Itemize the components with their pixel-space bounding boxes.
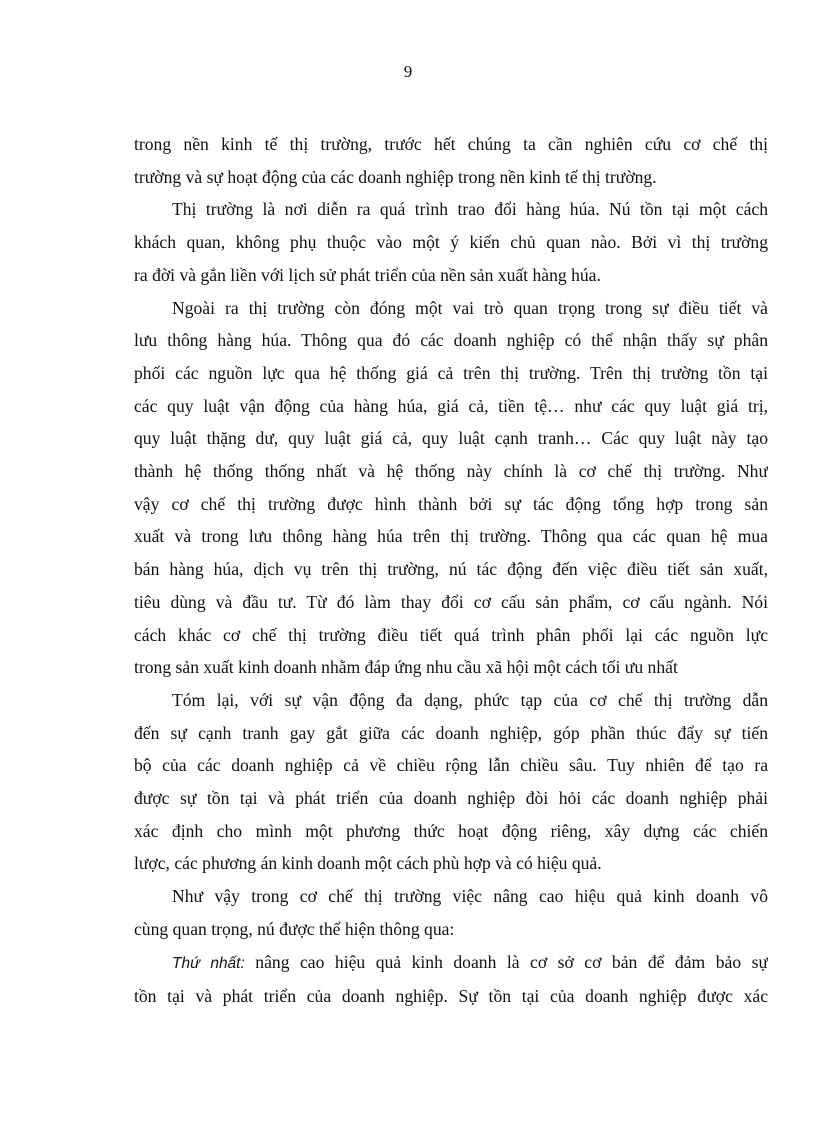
- text-line: vậy cơ chế thị trường được hình thành bởi sự tác động tổng hợp trong sản: [134, 493, 768, 514]
- text-line: [134, 946, 768, 981]
- paragraph-summary: [134, 684, 768, 880]
- text-line: khách quan, không phụ thuộc vào một ý kiến chủ quan nào. Bởi vì thị trường: [134, 232, 768, 253]
- text-line: Thị trường là nơi diễn ra quá trình trao đổi hàng húa. Nú tồn tại một cách: [172, 199, 768, 220]
- text-line: bán hàng húa, dịch vụ trên thị trường, nú tác động đến việc điều tiết sản xuất,: [134, 559, 768, 580]
- text-line: xuất và trong lưu thông hàng húa trên thị trường. Thông qua các quan hệ mua: [134, 526, 768, 547]
- text-line: các quy luật vận động của hàng húa, giá cả, tiền tệ… như các quy luật giá trị,: [134, 395, 768, 416]
- paragraph-market-intro: [134, 128, 768, 193]
- text-line: được sự tồn tại và phát triển của doanh nghiệp đòi hỏi các doanh nghiệp phải: [134, 788, 768, 809]
- text-line: Như vậy trong cơ chế thị trường việc nâng cao hiệu quả kinh doanh vô: [172, 886, 768, 907]
- text-line: Ngoài ra thị trường còn đóng một vai trò quan trọng trong sự điều tiết và: [172, 297, 768, 318]
- paragraph-importance: [134, 880, 768, 945]
- text-line: trong sản xuất kinh doanh nhằm đáp ứng nhu cầu xã hội một cách tối ưu nhất: [134, 657, 678, 678]
- text-line: quy luật thặng dư, quy luật giá cả, quy luật cạnh tranh… Các quy luật này tạo: [134, 428, 768, 449]
- text-line: lưu thông hàng húa. Thông qua đó các doanh nghiệp có thể nhận thấy sự phân: [134, 330, 768, 351]
- text-line: đến sự cạnh tranh gay gắt giữa các doanh nghiệp, góp phần thúc đẩy sự tiến: [134, 722, 768, 743]
- text-line: ra đời và gắn liền với lịch sử phát triển của nền sản xuất hàng húa.: [134, 264, 601, 285]
- paragraph-first-point: [134, 946, 768, 1013]
- text-line: cùng quan trọng, nú được thể hiện thông qua:: [134, 918, 455, 939]
- text-line: Tóm lại, với sự vận động đa dạng, phức tạp của cơ chế thị trường dẫn: [172, 689, 768, 710]
- text-line: phối các nguồn lực qua hệ thống giá cả trên thị trường. Trên thị trường tồn tại: [134, 362, 768, 383]
- text-line: thành hệ thống thống nhất và hệ thống này chính là cơ chế thị trường. Như: [134, 461, 768, 482]
- text-line: lược, các phương án kinh doanh một cách phù hợp và có hiệu quả.: [134, 853, 602, 874]
- text-line: xác định cho mình một phương thức hoạt động riêng, xây dựng các chiến: [134, 820, 768, 841]
- text-fragment: nâng cao hiệu quả kinh doanh là cơ sở cơ bản để đảm bảo sự: [244, 951, 768, 972]
- italic-lead: Thứ nhất:: [172, 954, 245, 972]
- paragraph-market-definition: [134, 193, 768, 291]
- text-line: bộ của các doanh nghiệp cả về chiều rộng lẫn chiều sâu. Tuy nhiên để tạo ra: [134, 755, 768, 776]
- text-line: trường và sự hoạt động của các doanh nghiệp trong nền kinh tế thị trường.: [134, 166, 657, 187]
- text-line: tồn tại và phát triển của doanh nghiệp. Sự tồn tại của doanh nghiệp được xác: [134, 986, 768, 1007]
- text-line: cách khác cơ chế thị trường điều tiết quá trình phân phối lại các nguồn lực: [134, 624, 768, 645]
- text-line: trong nền kinh tế thị trường, trước hết chúng ta cần nghiên cứu cơ chế thị: [134, 134, 768, 154]
- paragraph-market-role: [134, 292, 768, 684]
- document-body: [134, 128, 768, 1013]
- page-number: 9: [403, 62, 413, 81]
- text-line: tiêu dùng và đầu tư. Từ đó làm thay đổi cơ cấu sản phẩm, cơ cấu ngành. Nói: [134, 591, 768, 612]
